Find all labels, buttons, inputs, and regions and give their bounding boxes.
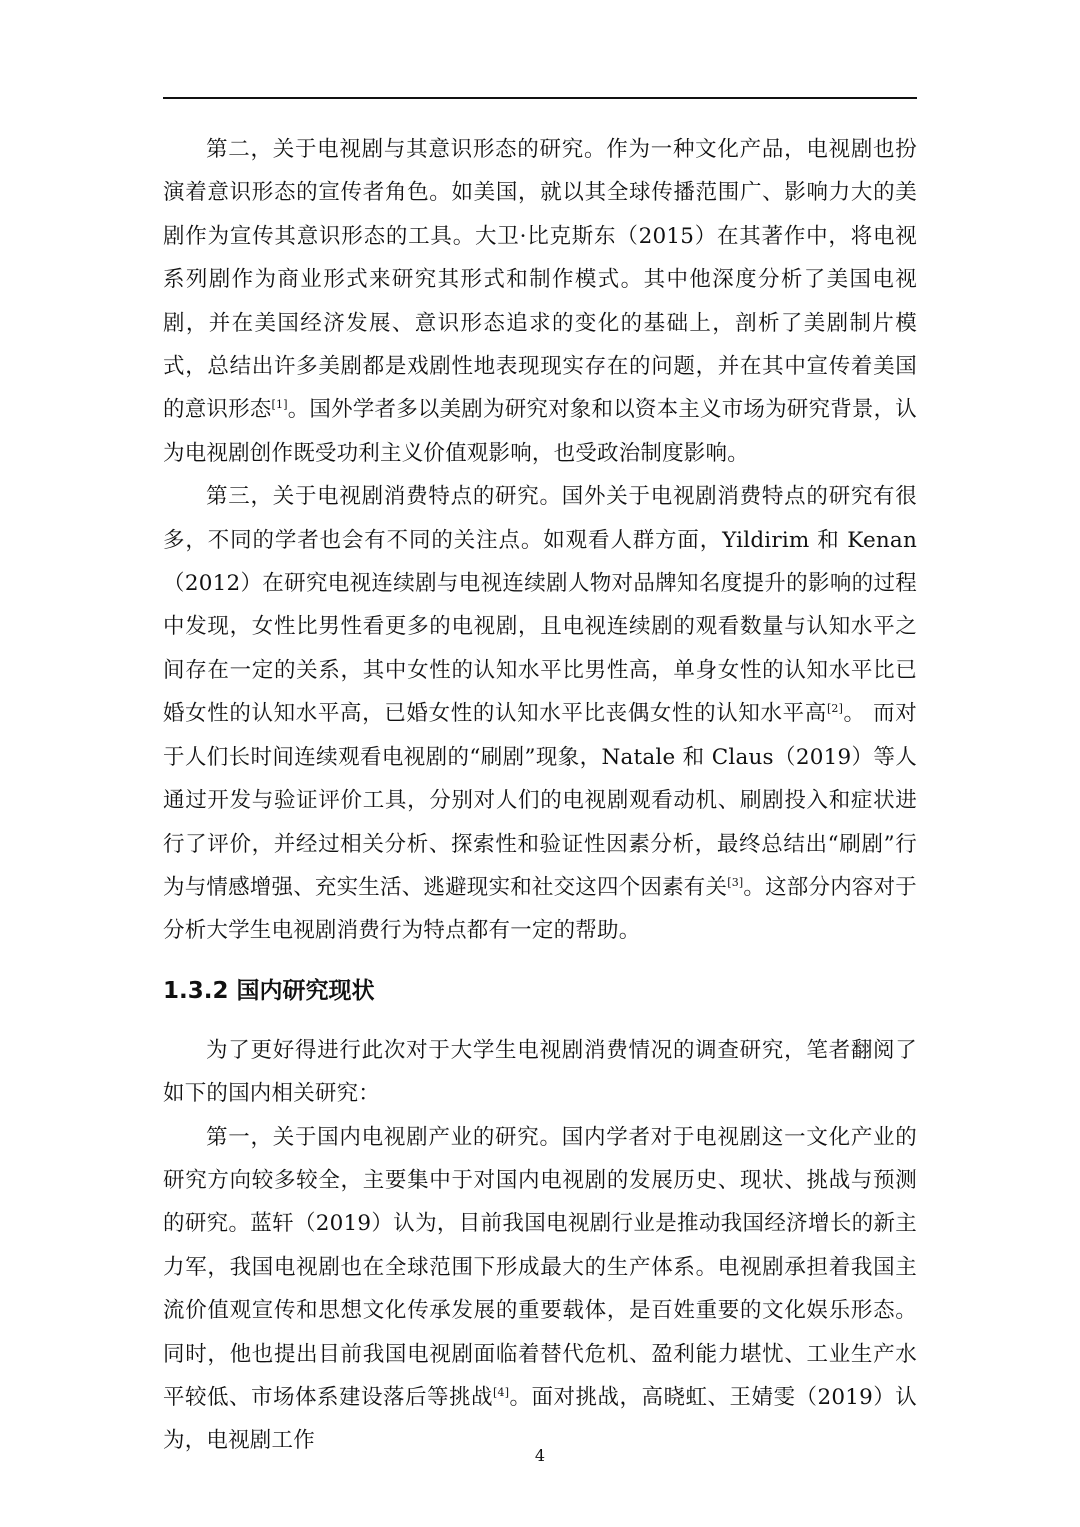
paragraph-text: 。面对挑战，高晓虹、王婧雯（2019）认为，电视剧工作 bbox=[163, 1384, 917, 1454]
paragraph-intro bbox=[163, 1029, 917, 1116]
citation-ref: [4] bbox=[493, 1385, 510, 1399]
paragraph-text: 为了更好得进行此次对于大学生电视剧消费情况的调查研究，笔者翻阅了如下的国内相关研究： bbox=[163, 1037, 917, 1107]
citation-ref: [2] bbox=[826, 702, 844, 716]
section-heading: 1.3.2 国内研究现状 bbox=[163, 977, 375, 1004]
paragraph-consumption bbox=[163, 475, 917, 952]
paragraph-text: 。国外学者多以美剧为研究对象和以资本主义市场为研究背景，认为电视剧创作既受功利主义价值观影响，也受政治制度影响。 bbox=[163, 397, 918, 466]
page-number: 4 bbox=[534, 1446, 546, 1465]
paragraph-text: 第二，关于电视剧与其意识形态的研究。作为一种文化产品，电视剧也扮演着意识形态的宣传者角色。如美国，就以其全球传播范围广、影响力大的美剧作为宣传其意识形态的工具。大卫·比克斯东（2015）在其著作中，将电视系列剧作为商业形式来研究其形式和制作模式。其中他深度分析了美国电视剧，并在美国经济发展、意识形态追求的变化的基础上，剖析了美剧制片模式，总结出许多美剧都是戏剧性地表现现实存在的问题，并在其中宣传着美国的意识形态 bbox=[163, 137, 917, 423]
paragraph-text: 第一，关于国内电视剧产业的研究。国内学者对于电视剧这一文化产业的研究方向较多较全，主要集中于对国内电视剧的发展历史、现状、挑战与预测的研究。蓝轩（2019）认为，目前我国电视剧行业是推动我国经济增长的新主力军，我国电视剧也在全球范围下形成最大的生产体系。电视剧承担着我国主流价值观宣传和思想文化传承发展的重要载体，是百姓重要的文化娱乐形态。同时，他也提出目前我国电视剧面临着替代危机、盈利能力堪忧、工业生产水平较低、市场体系建设落后等挑战 bbox=[163, 1124, 917, 1410]
paragraph-ideology bbox=[163, 128, 917, 475]
paragraph-text: 。这部分内容对于分析大学生电视剧消费行为特点都有一定的帮助。 bbox=[163, 874, 917, 944]
paragraph-text: 第三，关于电视剧消费特点的研究。国外关于电视剧消费特点的研究有很多，不同的学者也会有不同的关注点。如观看人群方面，Yildirim 和 Kenan（2012）在研究电视连续剧与电视连续剧人物对品牌知名度提升的影响的过程中发现，女性比男性看更多的电视剧，且电视连续剧的观看数量与认知水平之间存在一定的关系，其中女性的认知水平比男性高，单身女性的认知水平比已婚女性的认知水平高，已婚女性的认知水平比丧偶女性的认知水平高 bbox=[163, 484, 917, 727]
citation-ref: [1] bbox=[271, 398, 288, 412]
paragraph-industry bbox=[163, 1116, 917, 1463]
citation-ref: [3] bbox=[727, 875, 744, 889]
page-body bbox=[163, 128, 917, 1463]
paragraph-text: 。 而对于人们长时间连续观看电视剧的“刷剧”现象，Natale 和 Claus（2019）等人通过开发与验证评价工具，分别对人们的电视剧观看动机、刷剧投入和症状进行了评价，并经过相关分析、探索性和验证性因素分析，最终总结出“刷剧”行为与情感增强、充实生活、逃避现实和社交这四个因素有关 bbox=[163, 701, 917, 900]
header-rule bbox=[163, 97, 917, 99]
